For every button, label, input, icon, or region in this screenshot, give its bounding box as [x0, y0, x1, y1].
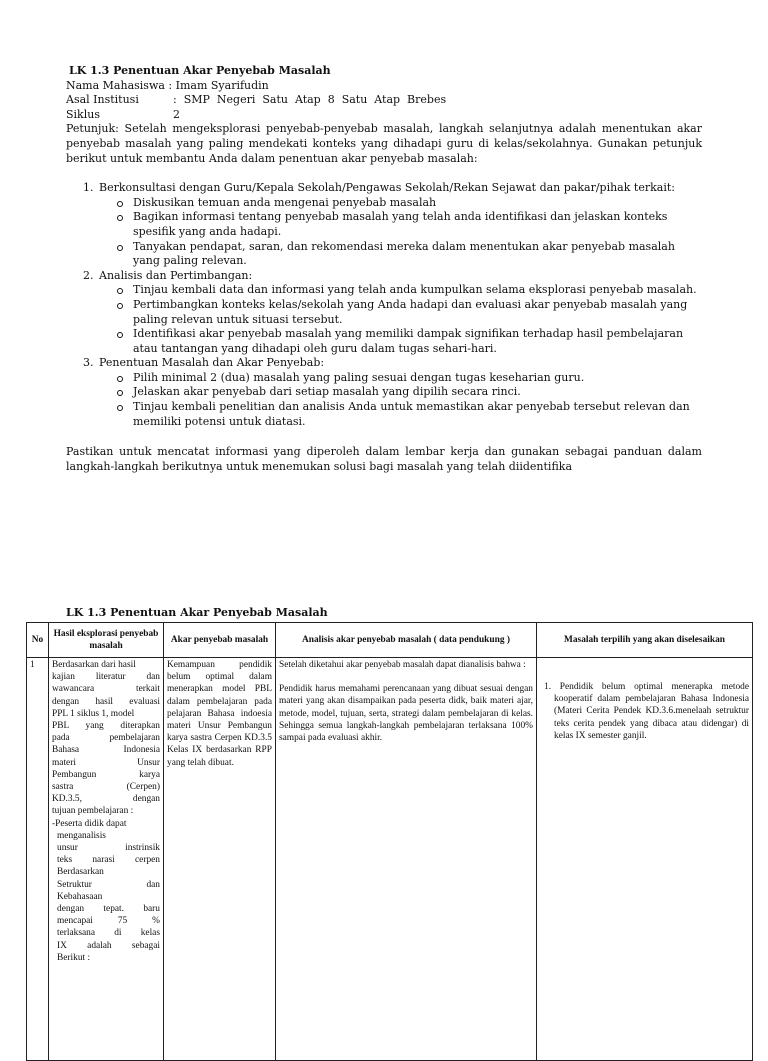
list-item: Jelaskan akar penyebab dari setiap masalah yang dipilih secara rinci.	[133, 385, 702, 400]
hasil-line: kajian literatur dan	[52, 672, 160, 683]
instruction-step	[97, 269, 702, 357]
hasil-line: terlaksana di kelas	[57, 928, 160, 939]
step-subitems	[99, 283, 702, 356]
list-item: Tanyakan pendapat, saran, dan rekomendasi mereka dalam menentukan akar penyebab masalah yang paling relevan.	[133, 240, 702, 269]
hasil-line: sastra (Cerpen)	[52, 782, 160, 793]
instruction-step	[97, 181, 702, 269]
siklus-label: Siklus	[66, 107, 100, 121]
list-item: Tinjau kembali penelitian dan analisis Anda untuk memastikan akar penyebab tersebut relevan dan memiliki potensi untuk diatasi.	[133, 400, 702, 429]
table-title: LK 1.3 Penentuan Akar Penyebab Masalah	[66, 606, 328, 619]
worksheet-header	[66, 64, 702, 474]
hasil-line: Kebahasaan	[57, 891, 103, 902]
step-subitems	[99, 196, 702, 269]
analisis-body: Pendidik harus memahami perencanaan yang dibuat sesuai dengan materi yang akan disampaikan pada peserta didk, baik materi ajar, metode, model, tujuan, serta, strategi dalam pembelajaran di kelas. Sehingga semua langkah-langkah pembelajaran terlaksana 100% sampai pada evaluasi akhir.	[279, 684, 533, 744]
hasil-line: tujuan pembelajaran :	[52, 806, 134, 817]
list-item: Identifikasi akar penyebab masalah yang memiliki dampak signifikan terhadap hasil pembelajaran atau tantangan yang dihadapi oleh guru dalam tugas sehari-hari.	[133, 327, 702, 356]
nama-row: Nama Mahasiswa : Imam Syarifudin	[66, 78, 269, 92]
hasil-line: PBL yang diterapkan	[52, 721, 160, 732]
nama-value: Imam Syarifudin	[175, 78, 269, 92]
list-item: Pilih minimal 2 (dua) masalah yang paling sesuai dengan tugas keseharian guru.	[133, 371, 702, 386]
masalah-text: 1. Pendidik belum optimal menerapka metode kooperatif dalam pembelajaran Bahasa Indonesia (Materi Cerita Pendek KD.3.6.menelaah setruktur teks cerita pendek yang dibaca atau didengar) di kelas IX semester ganjil.	[544, 682, 749, 741]
cell-masalah	[537, 658, 753, 1061]
hasil-line: KD.3.5, dengan	[52, 794, 160, 805]
step-subitems	[99, 371, 702, 429]
instruction-list	[66, 181, 702, 429]
hasil-line: dengan hasil evaluasi	[52, 696, 160, 707]
instruction-step	[97, 356, 702, 429]
hasil-line: mencapai 75 %	[57, 916, 160, 927]
institusi-label: Asal Institusi	[66, 93, 139, 107]
institusi-row: Asal Institusi : SMP Negeri Satu Atap 8 Satu Atap Brebes	[66, 93, 447, 107]
hasil-line: menganalisis	[57, 830, 106, 841]
header-analisis: Analisis akar penyebab masalah ( data pendukung )	[276, 623, 537, 658]
step-title: Analisis dan Pertimbangan:	[99, 268, 253, 282]
cell-hasil	[49, 658, 164, 1061]
hasil-line: pada pembelajaran	[52, 733, 160, 744]
hasil-line: Berdasarkan	[57, 867, 104, 878]
header-akar: Akar penyebab masalah	[164, 623, 276, 658]
siklus-row	[66, 108, 702, 123]
hasil-line: Pembangun karya	[52, 769, 160, 780]
header-no: No	[27, 623, 49, 658]
cell-no: 1	[27, 658, 49, 1061]
closing-paragraph: Pastikan untuk mencatat informasi yang diperoleh dalam lembar kerja dan gunakan sebagai panduan dalam langkah-langkah berikutnya untuk menemukan solusi bagi masalah yang telah diidentifika	[66, 445, 702, 473]
header-hasil: Hasil eksplorasi penyebab masalah	[49, 623, 164, 658]
nama-label: Nama Mahasiswa	[66, 78, 165, 92]
hasil-line: PPL 1 siklus 1, model	[52, 708, 135, 719]
list-item: Pertimbangkan konteks kelas/sekolah yang Anda hadapi dan evaluasi akar penyebab masalah yang paling relevan untuk situasi tersebut.	[133, 298, 702, 327]
hasil-line: IX adalah sebagai	[57, 940, 160, 951]
hasil-line: Berikut :	[57, 952, 91, 963]
hasil-line: dengan tepat. baru	[57, 904, 160, 915]
petunjuk-paragraph: Petunjuk: Setelah mengeksplorasi penyebab-penyebab masalah, langkah selanjutnya adalah menentukan akar penyebab masalah yang paling mendekati konteks yang dihadapi guru di kelas/sekolahnya. Gunakan petunjuk berikut untuk membantu Anda dalam penentuan akar penyebab masalah:	[66, 122, 702, 165]
hasil-line: materi Unsur	[52, 757, 160, 768]
header-masalah: Masalah terpilih yang akan diselesaikan	[537, 623, 753, 658]
step-title: Berkonsultasi dengan Guru/Kepala Sekolah/Pengawas Sekolah/Rekan Sejawat dan pakar/pihak terkait:	[99, 181, 675, 195]
hasil-line: teks narasi cerpen	[57, 855, 160, 866]
cell-analisis	[276, 658, 537, 1061]
institusi-value: SMP Negeri Satu Atap 8 Satu Atap Brebes	[183, 93, 447, 107]
hasil-line: -Peserta didik dapat	[52, 818, 127, 829]
hasil-line: Setruktur dan	[57, 879, 160, 890]
hasil-line: Bahasa Indonesia	[52, 745, 160, 756]
hasil-text	[52, 659, 160, 964]
worksheet-table	[26, 622, 753, 1061]
table-header-row	[27, 623, 753, 658]
hasil-line: wawancara terkait	[52, 684, 160, 695]
list-item: Tinjau kembali data dan informasi yang telah anda kumpulkan selama eksplorasi penyebab masalah.	[133, 283, 702, 298]
analisis-intro: Setelah diketahui akar penyebab masalah dapat dianalisis bahwa :	[279, 660, 526, 670]
list-item: Bagikan informasi tentang penyebab masalah yang telah anda identifikasi dan jelaskan konteks spesifik yang anda hadapi.	[133, 210, 702, 239]
hasil-line: unsur instrinsik	[57, 843, 160, 854]
hasil-line: Berdasarkan dari hasil	[52, 660, 136, 670]
table-row	[27, 658, 753, 1061]
list-item: Diskusikan temuan anda mengenai penyebab masalah	[133, 196, 702, 211]
step-title: Penentuan Masalah dan Akar Penyebab:	[99, 356, 325, 370]
siklus-value: 2	[173, 107, 180, 121]
cell-akar: Kemampuan pendidik belum optimal dalam menerapkan model PBL dalam pembelajaran pada pelajaran Bahasa indoesia materi Unsur Pembangun karya sastra Cerpen KD.3.5 Kelas IX berdasarkan RPP yang telah dibuat.	[164, 658, 276, 1061]
page-title: LK 1.3 Penentuan Akar Penyebab Masalah	[69, 64, 331, 77]
